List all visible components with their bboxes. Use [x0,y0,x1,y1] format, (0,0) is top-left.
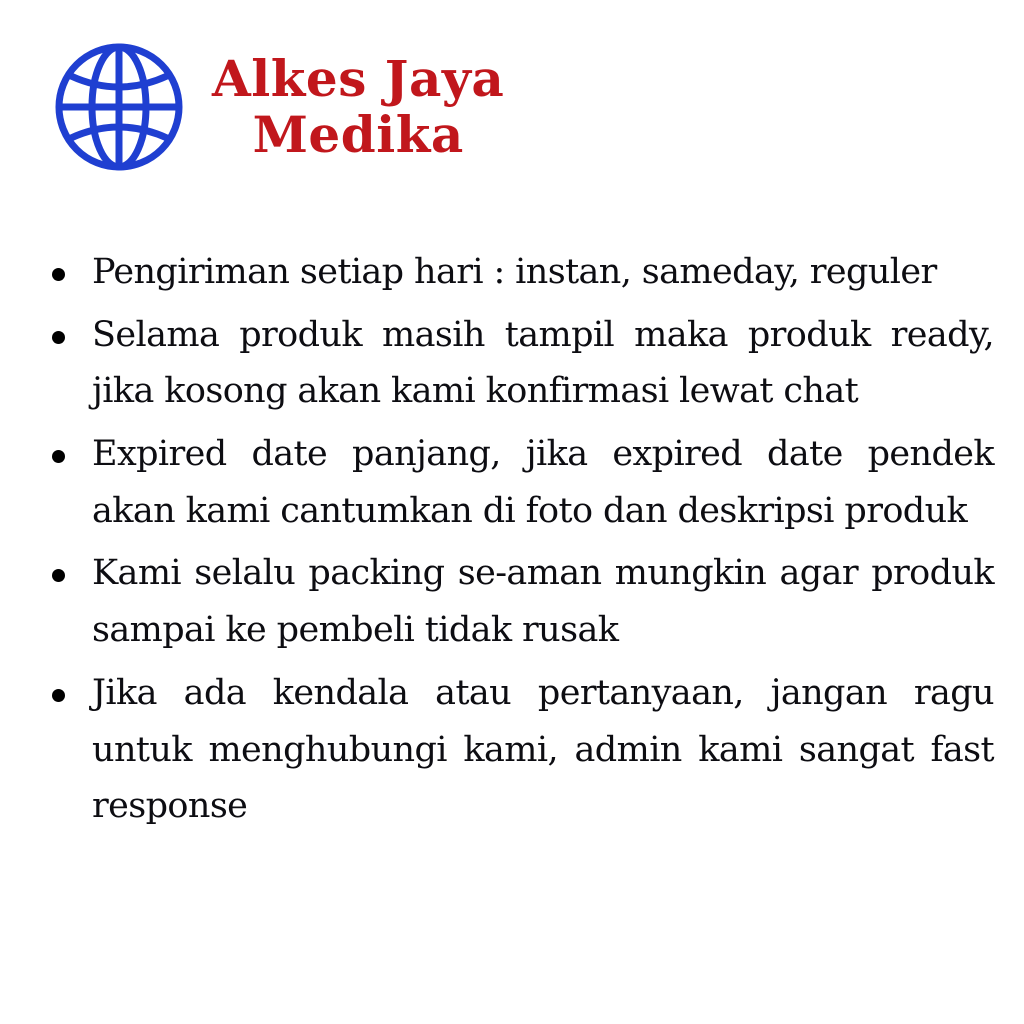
list-item [30,426,994,539]
brand-title [212,51,504,163]
brand-title-line-1: Alkes Jaya [212,49,505,108]
list-item-text: Pengiriman setiap hari : instan, sameday, reguler [92,252,937,292]
brand-header [0,0,1024,182]
brand-title-line-2: Medika [252,105,464,164]
info-list-section [0,182,1024,835]
list-item [30,244,994,301]
list-item-text: Expired date panjang, jika expired date pendek akan kami cantumkan di foto dan deskripsi produk [92,434,994,531]
info-bullet-list [30,244,994,835]
globe-icon [44,32,194,182]
list-item [30,545,994,658]
list-item-text: Jika ada kendala atau pertanyaan, jangan ragu untuk menghubungi kami, admin kami sangat fast response [92,672,994,827]
list-item-text: Kami selalu packing se-aman mungkin agar produk sampai ke pembeli tidak rusak [92,553,994,651]
list-item [30,665,994,835]
list-item-text: Selama produk masih tampil maka produk ready, jika kosong akan kami konfirmasi lewat chat [92,314,994,412]
list-item [30,307,994,420]
